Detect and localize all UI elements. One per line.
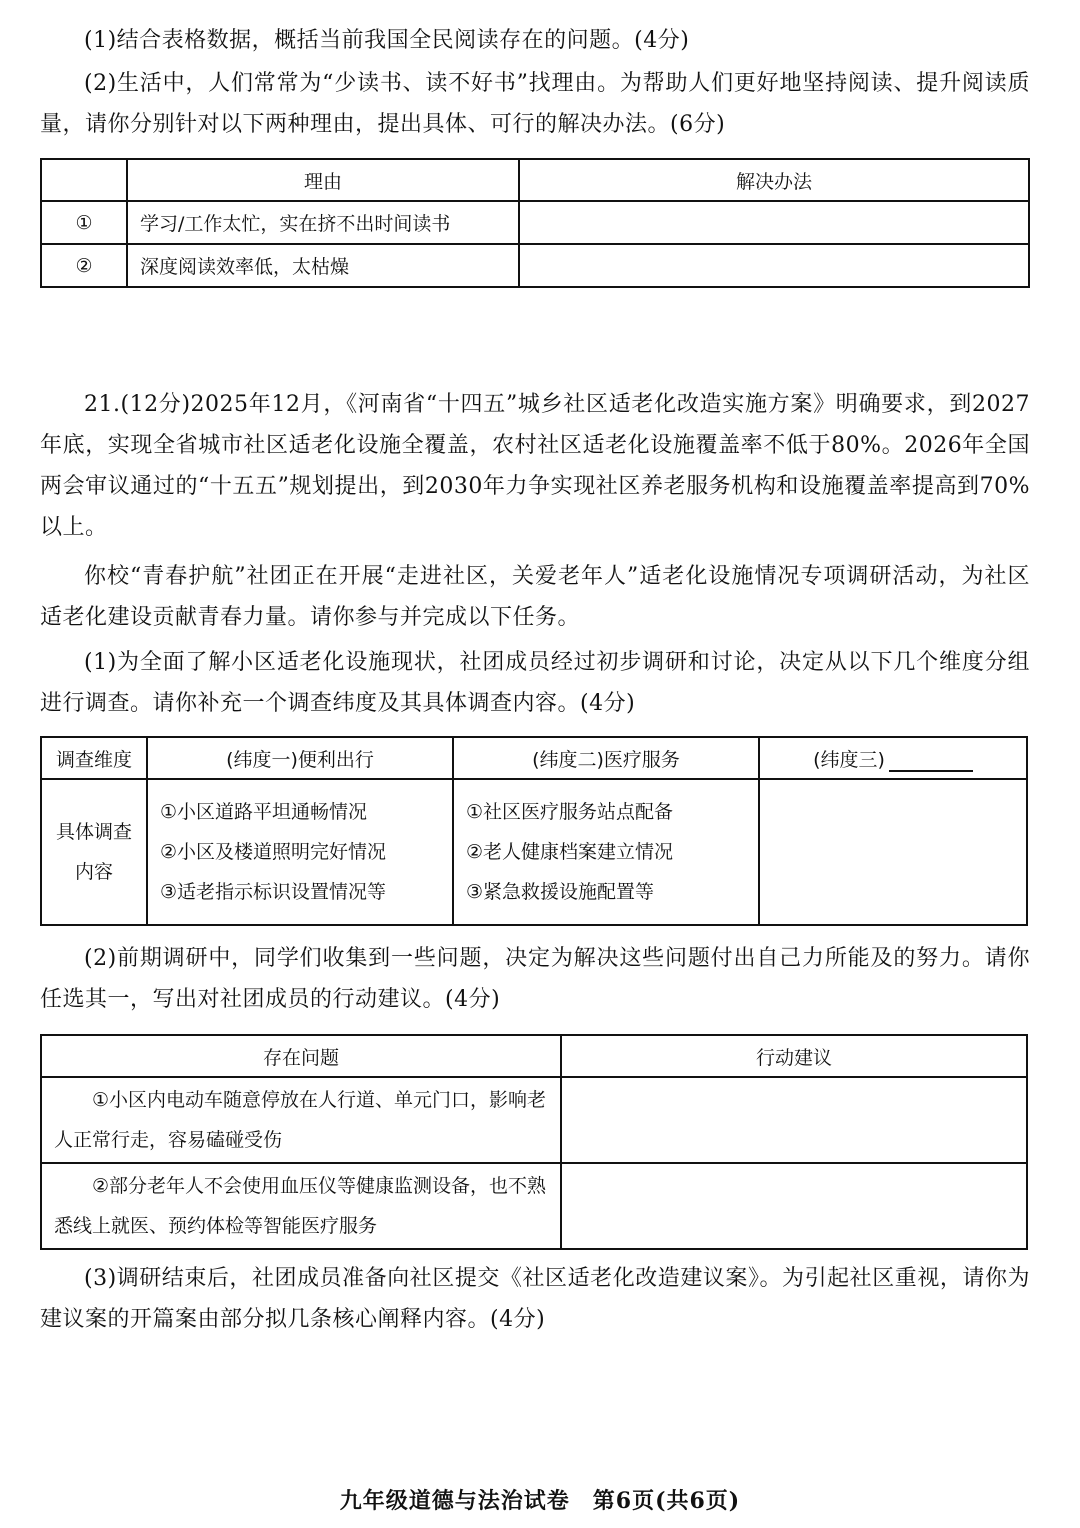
problem-cell: ②部分老年人不会使用血压仪等健康监测设备，也不熟悉线上就医、预约体检等智能医疗服务: [41, 1163, 561, 1249]
table-header-solution: 解决办法: [519, 159, 1029, 201]
list-item: ③适老指示标识设置情况等: [160, 881, 387, 903]
table-row: [41, 244, 1029, 287]
list-item: ③紧急救援设施配置等: [466, 881, 655, 903]
q21-sub2-text: (2)前期调研中，同学们收集到一些问题，决定为解决这些问题付出自己力所能及的努力。请你任选其一，写出对社团成员的行动建议。(4分): [40, 946, 1030, 1012]
dimension-2-title: (纬度二)医疗服务: [453, 737, 759, 779]
dimension-2-items: [453, 779, 759, 925]
problem-advice-table: [40, 1034, 1028, 1250]
table-row: [41, 1077, 1027, 1163]
dimension-3-title: [759, 737, 1027, 779]
page-footer: 九年级道德与法治试卷 第6页(共6页): [339, 1488, 741, 1514]
dimension-3-blank[interactable]: [889, 750, 973, 772]
list-item: ②小区及楼道照明完好情况: [160, 841, 387, 863]
dimension-1-items: [147, 779, 453, 925]
reading-reason-table: [40, 158, 1030, 288]
q21-sub1-text: (1)为全面了解小区适老化设施现状，社团成员经过初步调研和讨论，决定从以下几个维度分组进行调查。请你补充一个调查纬度及其具体调查内容。(4分): [40, 650, 1030, 716]
advice-answer-cell[interactable]: [561, 1077, 1027, 1163]
table-row: [41, 1163, 1027, 1249]
table-header-blank: [41, 159, 127, 201]
solution-answer-cell[interactable]: [519, 201, 1029, 244]
list-item: ①小区道路平坦通畅情况: [160, 801, 368, 823]
content-row-header: 具体调查内容: [41, 779, 147, 925]
survey-dimension-table: [40, 736, 1028, 926]
row-number: ①: [41, 201, 127, 244]
reason-cell: 学习/工作太忙，实在挤不出时间读书: [127, 201, 519, 244]
q21-intro-text: 21.(12分)2025年12月，《河南省“十四五”城乡社区适老化改造实施方案》明确要求，到2027年底，实现全省城市社区适老化设施全覆盖，农村社区适老化设施覆盖率不低于80%。2026年全国两会审议通过的“十五五”规划提出，到2030年力争实现社区养老服务机构和设施覆盖率提高到70%以上。: [40, 392, 1030, 540]
row-number: ②: [41, 244, 127, 287]
q21-sub3-text: (3)调研结束后，社团成员准备向社区提交《社区适老化改造建议案》。为引起社区重视，请你为建议案的开篇案由部分拟几条核心阐释内容。(4分): [40, 1266, 1030, 1332]
dimension-3-label: (纬度三): [813, 748, 885, 771]
reason-cell: 深度阅读效率低，太枯燥: [127, 244, 519, 287]
q20-sub2-text: (2)生活中，人们常常为“少读书、读不好书”找理由。为帮助人们更好地坚持阅读、提升阅读质量，请你分别针对以下两种理由，提出具体、可行的解决办法。(6分): [40, 71, 1030, 137]
advice-header: 行动建议: [561, 1035, 1027, 1077]
table-header-reason: 理由: [127, 159, 519, 201]
list-item: ①社区医疗服务站点配备: [466, 801, 674, 823]
dimension-1-title: (纬度一)便利出行: [147, 737, 453, 779]
list-item: ②老人健康档案建立情况: [466, 841, 674, 863]
dimension-3-answer-cell[interactable]: [759, 779, 1027, 925]
solution-answer-cell[interactable]: [519, 244, 1029, 287]
dimension-row-header: 调查维度: [41, 737, 147, 779]
q21-activity-text: 你校“青春护航”社团正在开展“走进社区，关爱老年人”适老化设施情况专项调研活动，为社区适老化建设贡献青春力量。请你参与并完成以下任务。: [40, 564, 1030, 630]
table-row: [41, 201, 1029, 244]
q20-sub1-text: (1)结合表格数据，概括当前我国全民阅读存在的问题。(4分): [84, 28, 690, 53]
advice-answer-cell[interactable]: [561, 1163, 1027, 1249]
problem-cell: ①小区内电动车随意停放在人行道、单元门口，影响老人正常行走，容易磕碰受伤: [41, 1077, 561, 1163]
problem-header: 存在问题: [41, 1035, 561, 1077]
